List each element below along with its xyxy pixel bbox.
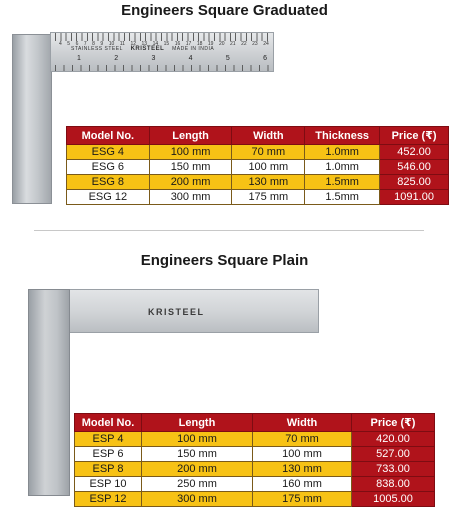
ruler-number: 5 [67,41,71,47]
price-cell: 527.00 [352,447,435,462]
spec-cell: 1.0mm [305,145,380,160]
col-model: Model No. [67,127,150,145]
spec-cell: 1.0mm [305,160,380,175]
ruler-number: 20 [218,41,225,47]
ruler-ticks-bottom [55,65,269,71]
model-cell: ESP 4 [75,432,142,447]
graduated-title: Engineers Square Graduated [121,2,328,19]
ruler-engraving [71,46,261,52]
price-cell: 1005.00 [352,492,435,507]
spec-cell: 175 mm [253,492,352,507]
col-price: Price (₹) [352,414,435,432]
ruler-number: 12 [130,41,137,47]
spec-cell: 300 mm [149,190,232,205]
price-cell: 1091.00 [380,190,449,205]
spec-cell: 150 mm [142,447,253,462]
ruler-bottom-numbers [77,55,267,62]
spec-cell: 100 mm [149,145,232,160]
model-cell: ESP 12 [75,492,142,507]
ruler-number: 13 [141,41,148,47]
model-cell: ESG 8 [67,175,150,190]
spec-cell: 250 mm [142,477,253,492]
ruler-number: 24 [263,41,269,47]
model-cell: ESP 8 [75,462,142,477]
spec-cell: 70 mm [253,432,352,447]
col-width: Width [253,414,352,432]
table-row [67,190,449,205]
spec-cell: 130 mm [232,175,305,190]
table-row [75,492,435,507]
ruler-number: 18 [196,41,203,47]
spec-cell: 130 mm [253,462,352,477]
ruler-number: 21 [230,41,236,47]
ruler-number: 4 [188,55,193,62]
table-row [67,160,449,175]
col-width: Width [232,127,305,145]
ruler-number: 8 [92,41,95,47]
table-row [75,432,435,447]
ruler-ticks-top [55,33,269,41]
price-cell: 452.00 [380,145,449,160]
spec-cell: 200 mm [149,175,232,190]
spec-cell: 70 mm [232,145,305,160]
table-row [75,462,435,477]
ruler-number: 23 [252,41,258,47]
col-thickness: Thickness [305,127,380,145]
spec-cell: 100 mm [232,160,305,175]
ruler-number: 6 [263,55,267,62]
ruler-number: 4 [59,41,62,47]
model-cell: ESG 6 [67,160,150,175]
price-cell: 825.00 [380,175,449,190]
price-cell: 420.00 [352,432,435,447]
table-header-row [67,127,449,145]
spec-cell: 1.5mm [305,175,380,190]
plain-price-table [74,413,435,507]
spec-cell: 175 mm [232,190,305,205]
plain-title: Engineers Square Plain [140,252,309,269]
price-cell: 733.00 [352,462,435,477]
graduated-price-table [66,126,449,205]
model-cell: ESP 6 [75,447,142,462]
ruler-number: 6 [75,41,79,47]
ruler-number: 3 [151,55,156,62]
ruler-text-right: MADE IN INDIA [172,46,215,52]
ruler-number: 1 [77,55,81,62]
ruler-brand: KRISTEEL [130,46,165,52]
spec-cell: 300 mm [142,492,253,507]
col-price: Price (₹) [380,127,449,145]
spec-cell: 200 mm [142,462,253,477]
spec-cell: 100 mm [253,447,352,462]
model-cell: ESG 12 [67,190,150,205]
price-cell: 838.00 [352,477,435,492]
square-stock [12,34,52,204]
spec-cell: 1.5mm [305,190,380,205]
table-row [67,175,449,190]
table-header-row [75,414,435,432]
price-cell: 546.00 [380,160,449,175]
ruler-number: 14 [152,41,159,47]
blade-brand: KRISTEEL [148,307,205,317]
col-length: Length [149,127,232,145]
col-model: Model No. [75,414,142,432]
col-length: Length [142,414,253,432]
spec-cell: 100 mm [142,432,253,447]
ruler-number: 5 [225,55,230,62]
ruler-text-left: STAINLESS STEEL [71,46,123,52]
section-divider [34,230,424,231]
ruler-number: 7 [83,41,87,47]
ruler-number: 17 [185,41,192,47]
spec-cell: 160 mm [253,477,352,492]
ruler-number: 10 [108,41,115,47]
ruler-number: 16 [174,41,181,47]
ruler-number: 22 [241,41,247,47]
graduated-blade [50,32,274,72]
table-row [75,447,435,462]
model-cell: ESP 10 [75,477,142,492]
ruler-number: 19 [207,41,214,47]
ruler-number: 15 [163,41,170,47]
ruler-number: 11 [119,41,125,47]
square-stock [28,289,70,496]
ruler-number: 9 [100,41,104,47]
model-cell: ESG 4 [67,145,150,160]
spec-cell: 150 mm [149,160,232,175]
table-row [67,145,449,160]
ruler-number: 2 [114,55,119,62]
table-row [75,477,435,492]
